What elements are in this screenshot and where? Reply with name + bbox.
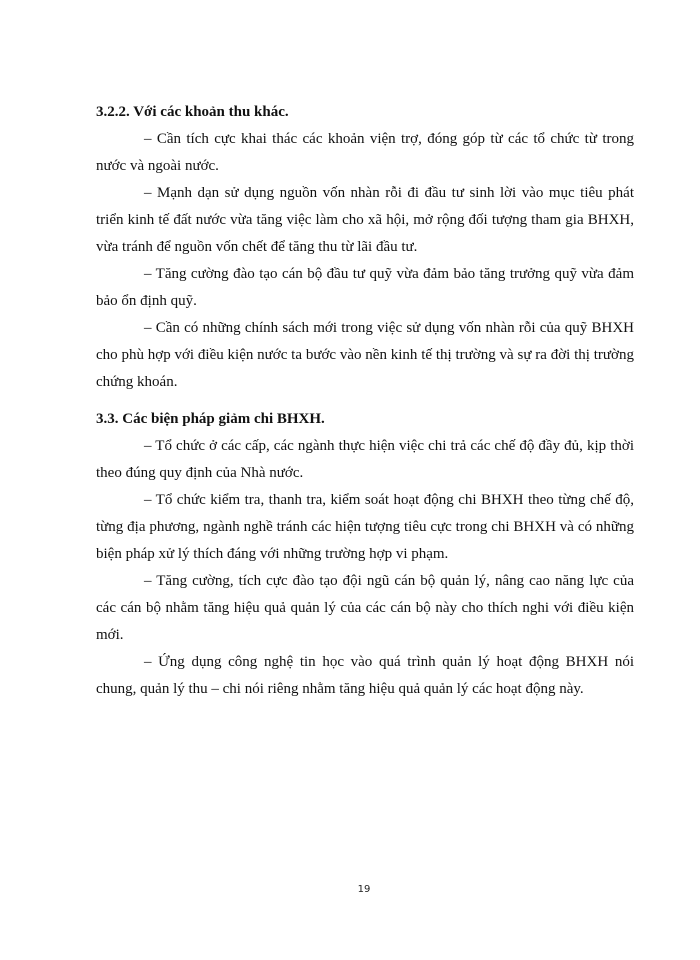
paragraph: – Cần có những chính sách mới trong việc sử dụng vốn nhàn rỗi của quỹ BHXH cho phù hợp với điều kiện nước ta bước vào nền kinh tế thị trường và sự ra đời thị trường chứng khoán. (96, 320, 634, 390)
paragraph: – Tổ chức kiểm tra, thanh tra, kiểm soát hoạt động chi BHXH theo từng chế độ, từng địa phương, ngành nghề tránh các hiện tượng tiêu cực trong chi BHXH và có những biện pháp xử lý thích đáng với những trường hợp vi phạm. (96, 492, 634, 562)
document-body (96, 99, 634, 703)
paragraph: – Tăng cường, tích cực đào tạo đội ngũ cán bộ quản lý, nâng cao năng lực của các cán bộ nhằm tăng hiệu quả quản lý của các cán bộ này cho thích nghi với điều kiện mới. (96, 573, 634, 643)
paragraph: – Tổ chức ở các cấp, các ngành thực hiện việc chi trả các chế độ đầy đủ, kịp thời theo đúng quy định của Nhà nước. (96, 438, 634, 481)
section-heading-3-2-2: 3.2.2. Với các khoản thu khác. (96, 104, 289, 120)
paragraph: – Tăng cường đào tạo cán bộ đầu tư quỹ vừa đảm bảo tăng trưởng quỹ vừa đảm bảo ổn định quỹ. (96, 266, 634, 309)
section-heading-3-3: 3.3. Các biện pháp giảm chi BHXH. (96, 411, 325, 427)
paragraph: – Cần tích cực khai thác các khoản viện trợ, đóng góp từ các tổ chức từ trong nước và ngoài nước. (96, 131, 634, 174)
page-number: 19 (357, 884, 371, 895)
paragraph: – Ứng dụng công nghệ tin học vào quá trình quản lý hoạt động BHXH nói chung, quản lý thu – chi nói riêng nhằm tăng hiệu quả quản lý các hoạt động này. (96, 654, 634, 697)
paragraph: – Mạnh dạn sử dụng nguồn vốn nhàn rỗi đi đầu tư sinh lời vào mục tiêu phát triển kinh tế đất nước vừa tăng việc làm cho xã hội, mở rộng đối tượng tham gia BHXH, vừa tránh để nguồn vốn chết để tăng thu từ lãi đầu tư. (96, 185, 634, 255)
